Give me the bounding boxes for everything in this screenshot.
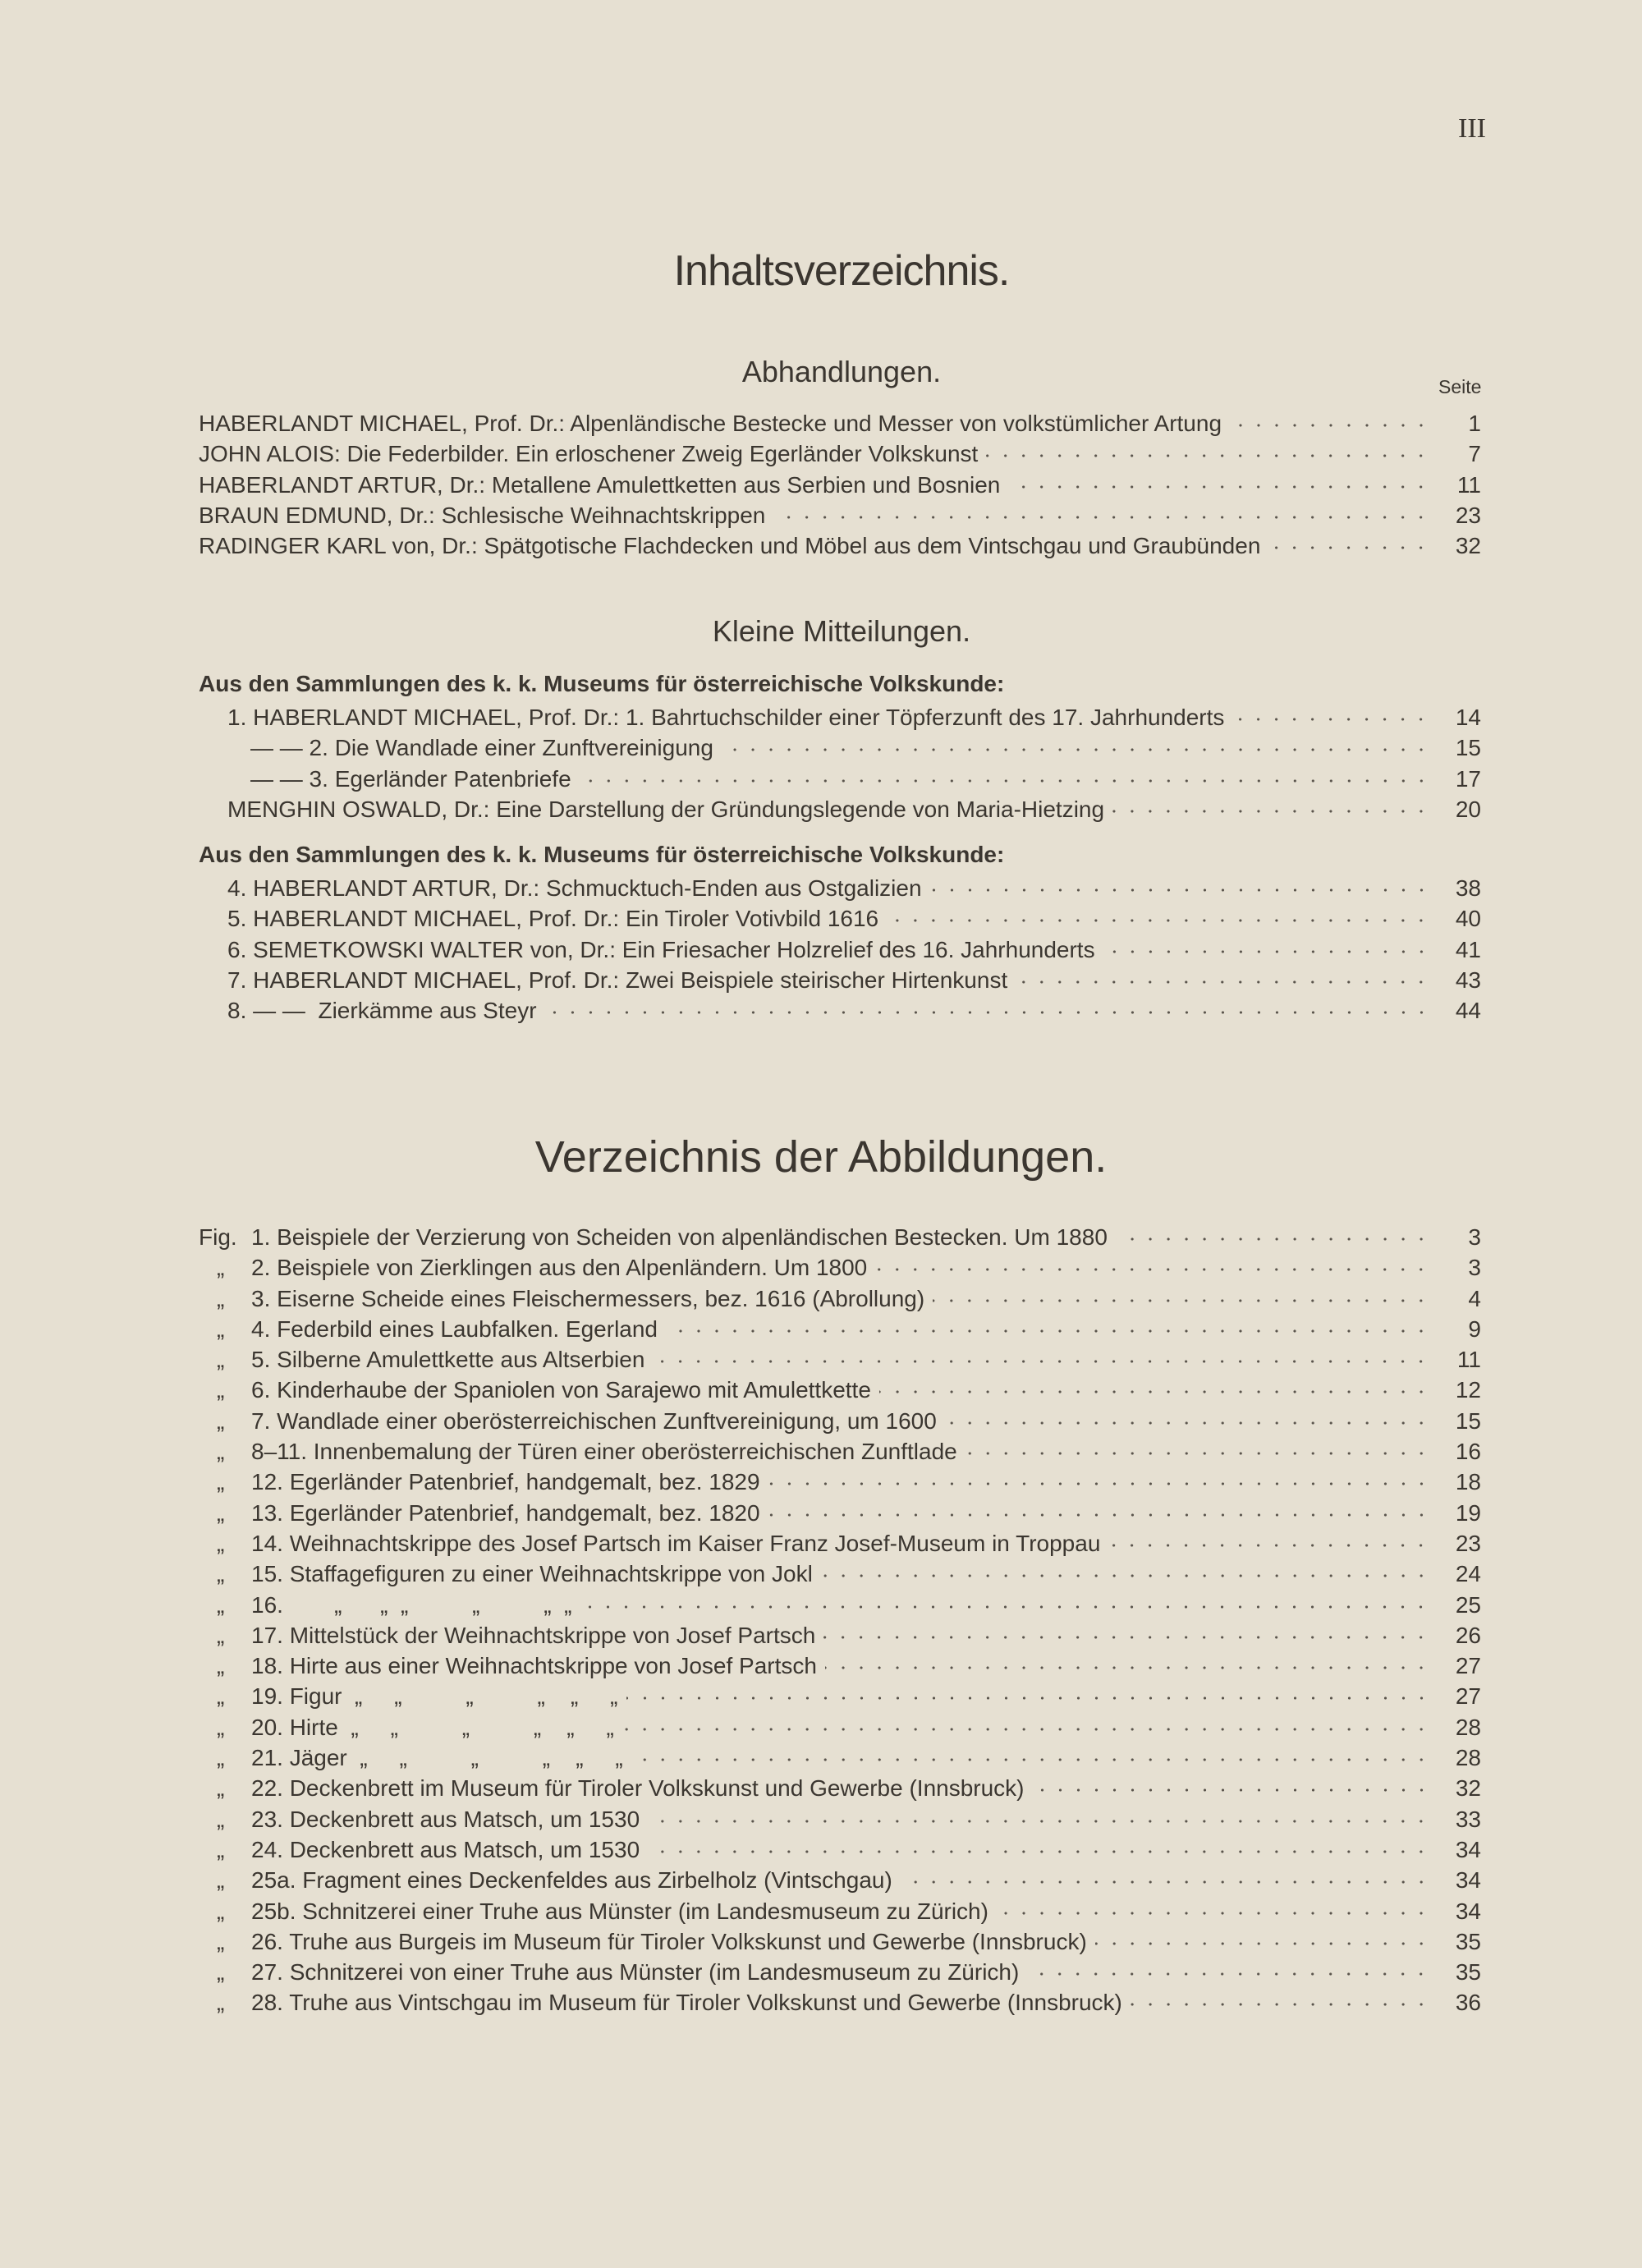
entry-page: 34 [1455,1867,1481,1894]
toc-entry [199,1957,1481,1987]
entry-title: 20. Hirte „ „ „ „ „ „ [251,1714,614,1740]
entry-page: 24 [1455,1561,1481,1587]
entry-title: 26. Truhe aus Burgeis im Museum für Tiroler Volkskunst und Gewerbe (Innsbruck) [251,1928,1087,1954]
entry-page: 7 [1468,441,1481,467]
toc-entry [199,1344,1481,1375]
figure-prefix: „ [217,1928,225,1954]
figure-prefix: „ [217,1867,225,1894]
entry-title: 18. Hirte aus einer Weihnachtskrippe von Josef Partsch [251,1653,817,1679]
entry-page: 9 [1468,1315,1481,1342]
entry-title: BRAUN EDMUND, Dr.: Schlesische Weihnachtskrippen [199,502,766,528]
figure-prefix: „ [217,1499,225,1526]
dot-leader [887,903,1430,926]
entry-page: 35 [1455,1959,1481,1986]
entry-page: 3 [1468,1255,1481,1281]
section-heading-kleine-mitteilungen: Kleine Mitteilungen. [712,614,971,648]
entry-title: JOHN ALOIS: Die Federbilder. Ein erloschener Zweig Egerländer Volkskunst [199,441,979,467]
dot-leader [1016,965,1430,988]
dot-leader [945,1406,1430,1429]
entry-page: 19 [1455,1499,1481,1526]
toc-entry [199,1498,1481,1528]
entry-title: RADINGER KARL von, Dr.: Spätgotische Flachdecken und Möbel aus dem Vintschgau und Graubünden [199,533,1261,559]
figure-prefix: „ [217,1561,225,1587]
dot-leader [666,1314,1430,1337]
figure-prefix: „ [217,1898,225,1924]
toc-entry [199,1467,1481,1497]
entry-page: 28 [1455,1714,1481,1740]
entry-title: 6. SEMETKOWSKI WALTER von, Dr.: Ein Friesacher Holzrelief des 16. Jahrhunderts [227,936,1095,962]
dot-leader [768,1467,1430,1490]
section-heading-abhandlungen: Abhandlungen. [741,355,942,388]
entry-page: 1 [1468,411,1481,436]
entry-title: 3. Eiserne Scheide eines Fleischermessers, bez. 1616 (Abrollung) [251,1285,925,1311]
toc-entry [199,764,1481,794]
toc-entry [199,1252,1481,1283]
entry-title: 27. Schnitzerei von einer Truhe aus Münster (im Landesmuseum zu Zürich) [251,1959,1020,1986]
entry-title: 8–11. Innenbemalung der Türen einer oberösterreichischen Zunftlade [251,1439,957,1465]
figure-prefix: „ [217,1836,225,1862]
toc-entry [199,438,1481,469]
dot-leader [930,873,1430,896]
dot-leader [768,1498,1430,1521]
dot-leader [1103,934,1430,957]
entry-title: MENGHIN OSWALD, Dr.: Eine Darstellung der Gründungslegende von Maria-Hietzing [227,796,1105,822]
entry-page: 35 [1455,1928,1481,1954]
toc-entry [199,1650,1481,1681]
dot-leader [622,1712,1430,1735]
dot-leader [879,1375,1430,1398]
figure-prefix: „ [217,1530,225,1556]
entry-title: — — 3. Egerländer Patenbriefe [250,765,571,792]
entry-title: HABERLANDT ARTUR, Dr.: Metallene Amulettketten aus Serbien und Bosnien [199,471,1001,498]
entry-page: 32 [1455,533,1481,559]
entry-title: 1. Beispiele der Verzierung von Scheiden von alpenländischen Bestecken. Um 1880 [251,1224,1108,1250]
figure-prefix: „ [217,1683,225,1710]
entry-title: 7. Wandlade einer oberösterreichischen Zunftvereinigung, um 1600 [251,1407,937,1434]
dot-leader [1131,1987,1430,2010]
entry-title: 1. HABERLANDT MICHAEL, Prof. Dr.: 1. Bahrtuchschilder einer Töpferzunft des 17. Jahrhunderts [227,705,1225,730]
entry-page: 40 [1455,906,1481,932]
entry-page: 44 [1455,998,1481,1024]
entry-title: 6. Kinderhaube der Spaniolen von Sarajewo mit Amulettkette [251,1377,871,1403]
toc-entry [199,1620,1481,1650]
toc-entry [199,1804,1481,1834]
toc-entry [199,1375,1481,1405]
toc-entry [199,408,1481,438]
kleine-group-2 [199,836,1481,1026]
entry-page: 34 [1455,1836,1481,1862]
figure-prefix: „ [217,1745,225,1771]
dot-leader [580,764,1430,787]
dot-leader [1095,1926,1430,1949]
figure-prefix: „ [217,1622,225,1648]
entry-title: 8. — — Zierkämme aus Steyr [227,998,537,1024]
dot-leader [1268,530,1430,553]
dot-leader [631,1742,1430,1765]
toc-entry [199,903,1481,934]
entry-page: 25 [1455,1591,1481,1618]
dot-leader [1232,702,1430,725]
toc-entry [199,1773,1481,1803]
entry-page: 18 [1455,1469,1481,1495]
section-heading-abbildungen: Verzeichnis der Abbildungen. [534,1132,1108,1182]
toc-entry [199,1987,1481,2018]
entry-page: 33 [1455,1806,1481,1832]
dot-leader [933,1283,1430,1306]
dot-leader [875,1252,1430,1275]
entry-page: 11 [1456,1347,1481,1373]
dot-leader [901,1865,1430,1888]
page-title: Inhaltsverzeichnis. [673,247,1010,295]
group-subheading: Aus den Sammlungen des k. k. Museums für österreichische Volkskunde: [199,841,1005,867]
entry-page: 27 [1455,1683,1481,1710]
toc-entry [199,702,1481,732]
toc-entry [199,530,1481,561]
entry-page: 23 [1455,1530,1481,1556]
dot-leader [648,1834,1430,1857]
dot-leader [825,1650,1430,1673]
entry-title: 7. HABERLANDT MICHAEL, Prof. Dr.: Zwei Beispiele steirischer Hirtenkunst [227,966,1008,993]
dot-leader [1033,1773,1431,1796]
toc-entry [199,500,1481,530]
entry-title: 28. Truhe aus Vintschgau im Museum für Tiroler Volkskunst und Gewerbe (Innsbruck) [251,1990,1122,2016]
figure-prefix: „ [217,1990,225,2016]
entry-title: — — 2. Die Wandlade einer Zunftvereinigung [250,735,713,761]
figure-prefix: „ [217,1315,225,1342]
figure-prefix: „ [217,1255,225,1281]
entry-page: 16 [1455,1439,1481,1465]
entry-page: 28 [1455,1745,1481,1771]
toc-entry [199,1926,1481,1957]
figure-prefix: „ [217,1959,225,1986]
group-subheading: Aus den Sammlungen des k. k. Museums für österreichische Volkskunde: [199,670,1005,696]
toc-entry [199,732,1481,763]
dot-leader [1230,408,1430,431]
kleine-group-1 [199,665,1481,824]
toc-entry [199,1283,1481,1314]
toc-entry [199,1590,1481,1620]
dot-leader [1116,1222,1430,1245]
figure-prefix: „ [217,1591,225,1618]
dot-leader [580,1590,1430,1613]
dot-leader [653,1344,1430,1367]
entry-page: 23 [1455,502,1481,528]
figure-prefix: „ [217,1439,225,1465]
entry-page: 4 [1468,1285,1481,1311]
entry-page: 17 [1455,765,1481,792]
figure-prefix: „ [217,1377,225,1403]
dot-leader [1008,470,1430,493]
entry-title: 16. „ „ „ „ „ „ [251,1591,572,1618]
toc-entry [199,1406,1481,1436]
toc-entry [199,1559,1481,1589]
toc-entry [199,1436,1481,1467]
toc-entry [199,1681,1481,1711]
entry-title: 23. Deckenbrett aus Matsch, um 1530 [251,1806,640,1832]
entry-title: 5. HABERLANDT MICHAEL, Prof. Dr.: Ein Tiroler Votivbild 1616 [227,906,879,932]
entry-title: 17. Mittelstück der Weihnachtskrippe von Josef Partsch [251,1622,816,1648]
entry-page: 11 [1456,471,1481,498]
toc-entry [199,1314,1481,1344]
dot-leader [1112,794,1430,817]
figure-prefix: Fig. [199,1224,237,1250]
dot-leader [821,1559,1430,1582]
toc-entry [199,1865,1481,1895]
entry-page: 36 [1455,1990,1481,2016]
dot-leader [545,995,1430,1018]
figure-prefix: „ [217,1347,225,1373]
entry-page: 20 [1455,796,1481,822]
entry-page: 3 [1468,1224,1481,1250]
dot-leader [1027,1957,1430,1980]
abhandlungen-list [199,408,1481,561]
dot-leader [997,1896,1430,1919]
entry-page: 38 [1455,875,1481,901]
figure-prefix: „ [217,1407,225,1434]
entry-title: 19. Figur „ „ „ „ „ „ [251,1683,618,1710]
toc-entry [199,1222,1481,1252]
toc-entry [199,965,1481,995]
entry-title: 13. Egerländer Patenbrief, handgemalt, bez. 1820 [251,1499,760,1526]
toc-entry [199,995,1481,1026]
entry-title: 24. Deckenbrett aus Matsch, um 1530 [251,1836,640,1862]
entry-title: HABERLANDT MICHAEL, Prof. Dr.: Alpenländische Bestecke und Messer von volkstümlicher Artung [199,411,1222,436]
dot-leader [648,1804,1430,1827]
toc-entry [199,1712,1481,1742]
entry-page: 34 [1455,1898,1481,1924]
page-number: III [1458,113,1486,144]
abbildungen-list [199,1222,1481,2018]
entry-title: 21. Jäger „ „ „ „ „ „ [251,1745,623,1771]
entry-title: 2. Beispiele von Zierklingen aus den Alpenländern. Um 1800 [251,1255,868,1281]
dot-leader [773,500,1430,523]
toc-entry [199,1528,1481,1559]
entry-page: 26 [1455,1622,1481,1648]
dot-leader [626,1681,1431,1704]
entry-title: 12. Egerländer Patenbrief, handgemalt, bez. 1829 [251,1469,760,1495]
toc-entry [199,873,1481,903]
dot-leader [722,732,1430,755]
page-column-label: Seite [1438,376,1482,397]
entry-page: 43 [1455,966,1481,993]
figure-prefix: „ [217,1469,225,1495]
toc-entry [199,1834,1481,1865]
entry-page: 12 [1455,1377,1481,1403]
entry-page: 15 [1455,735,1481,761]
entry-title: 15. Staffagefiguren zu einer Weihnachtskrippe von Jokl [251,1561,813,1587]
entry-page: 14 [1455,705,1481,730]
entry-title: 25a. Fragment eines Deckenfeldes aus Zirbelholz (Vintschgau) [251,1867,892,1894]
entry-title: 4. HABERLANDT ARTUR, Dr.: Schmucktuch-Enden aus Ostgalizien [227,875,922,901]
toc-entry [199,934,1481,965]
toc-entry [199,1742,1481,1773]
entry-title: 14. Weihnachtskrippe des Josef Partsch im Kaiser Franz Josef-Museum in Troppau [251,1530,1101,1556]
toc-entry [199,470,1481,500]
figure-prefix: „ [217,1775,225,1802]
figure-prefix: „ [217,1806,225,1832]
entry-page: 41 [1455,936,1481,962]
entry-title: 4. Federbild eines Laubfalken. Egerland [251,1315,658,1342]
figure-prefix: „ [217,1714,225,1740]
dot-leader [986,438,1430,461]
dot-leader [823,1620,1430,1643]
toc-entry [199,1896,1481,1926]
figure-prefix: „ [217,1653,225,1679]
entry-title: 22. Deckenbrett im Museum für Tiroler Volkskunst und Gewerbe (Innsbruck) [251,1775,1025,1802]
entry-title: 5. Silberne Amulettkette aus Altserbien [251,1347,645,1373]
dot-leader [1108,1528,1430,1551]
figure-prefix: „ [217,1285,225,1311]
dot-leader [965,1436,1430,1459]
entry-page: 15 [1455,1407,1481,1434]
toc-entry [199,794,1481,824]
entry-page: 32 [1455,1775,1481,1802]
entry-page: 27 [1455,1653,1481,1679]
entry-title: 25b. Schnitzerei einer Truhe aus Münster (im Landesmuseum zu Zürich) [251,1898,988,1924]
